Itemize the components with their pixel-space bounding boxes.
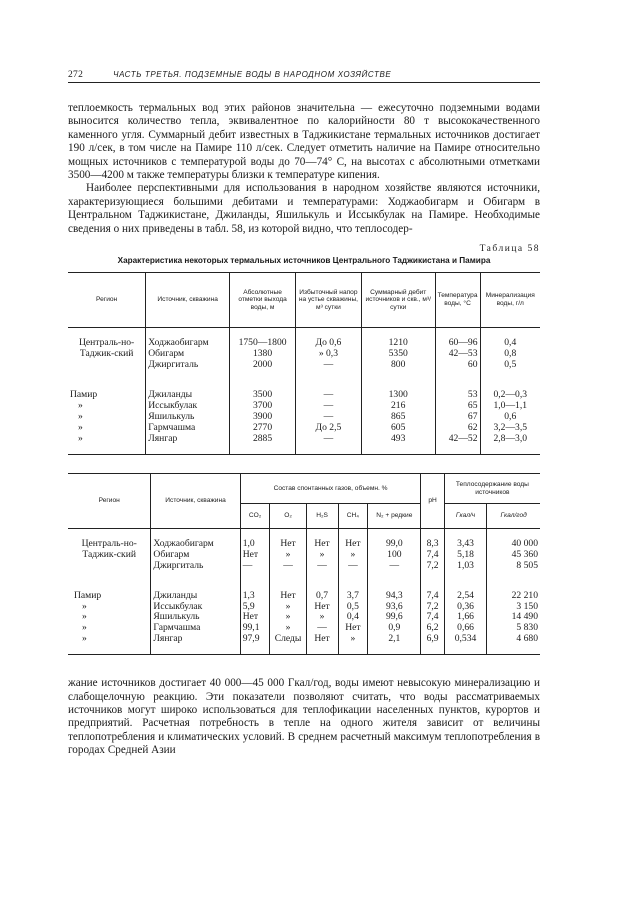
th2-ch4: CH₄: [338, 503, 368, 528]
table-2-header-top: [68, 474, 540, 504]
ph-cell: 8,3 7,4 7,2: [421, 529, 444, 581]
ph-cell: 7,4 7,2 7,4 6,2 6,9: [421, 581, 444, 654]
page-header: [68, 70, 540, 83]
table-2: [68, 473, 540, 655]
mineral-cell: 0,2—0,3 1,0—1,1 0,6 3,2—3,5 2,8—3,0: [480, 380, 540, 454]
altitude-cell: 1750—1800 1380 2000: [230, 328, 296, 381]
table-row: [68, 529, 540, 581]
th-mineral: Минерализация воды, г/л: [480, 273, 540, 328]
th2-gcal-y: Гкал/год: [487, 503, 540, 528]
paragraph-1: теплоемкость термальных вод этих районов значительна — ежесуточно подземными водами выносится количество тепла, эквивалентное по калорийности 80 т высококачественного каменного угля. Суммарный дебит известных в Таджикистане термальных источников достигает 190 л/сек, в том числе на Памире 110 л/сек. Следует отметить наличие на Памире относительно мощных источников с температурой воды до 70—74° С, на высотах с абсолютными отметками 3500—4200 м также температуры близки к температуре кипения.: [68, 102, 540, 182]
running-title: ЧАСТЬ ТРЕТЬЯ. ПОДЗЕМНЫЕ ВОДЫ В НАРОДНОМ ХОЗЯЙСТВЕ: [113, 70, 392, 79]
table-caption: Характеристика некоторых термальных источников Центрального Таджикистана и Памира: [117, 256, 491, 266]
flow-cell: 1210 5350 800: [361, 328, 435, 381]
region-cell: Памир » » » »: [70, 389, 98, 444]
th-source: Источник, скважина: [146, 273, 230, 328]
table-1: [68, 272, 540, 455]
book-page: [68, 70, 540, 758]
mineral-cell: 0,4 0,8 0,5: [480, 328, 540, 381]
co2-cell: 1,3 5,9 Нет 99,1 97,9: [240, 581, 270, 654]
n2-cell: 94,3 93,6 99,6 0,9 2,1: [368, 581, 421, 654]
flow-cell: 1300 216 865 605 493: [361, 380, 435, 454]
co2-cell: 1,0 Нет —: [240, 529, 270, 581]
pressure-cell: До 0,6 » 0,3 —: [296, 328, 362, 381]
th-temp: Температура воды, °С: [435, 273, 480, 328]
table-row: [68, 380, 540, 454]
gcal-h-cell: 2,54 0,36 1,66 0,66 0,534: [444, 581, 487, 654]
temp-cell: 53 65 67 62 42—52: [435, 380, 480, 454]
altitude-cell: 3500 3700 3900 2770 2885: [230, 380, 296, 454]
th2-source: Источник, скважина: [151, 474, 240, 529]
paragraph-3: жание источников достигает 40 000—45 000 Гкал/год, воды имеют невысокую минерализацию и слабощелочную реакцию. Эти показатели позволяют считать, что воды рассматриваемых источников могут широко использоваться для теплофикации населенных пунктов, курортов и предприятий. Расчетная потребность в тепле на одного жителя зависит от величины теплопотребления и климатических условий. В среднем расчетный максимум теплопотребления в городах Средней Азии: [68, 677, 540, 757]
gcal-h-cell: 3,43 5,18 1,03: [444, 529, 487, 581]
source-cell: Ходжаобигарм Обигарм Джиргиталь: [146, 328, 230, 381]
source-cell: Джиланды Иссыкбулак Яшилькуль Гармчашма Лянгар: [146, 380, 230, 454]
table-row: [68, 581, 540, 654]
temp-cell: 60—96 42—53 60: [435, 328, 480, 381]
th-altitude: Абсолютные отметки выхода воды, м: [230, 273, 296, 328]
h2s-cell: 0,7 Нет » — Нет: [306, 581, 338, 654]
paragraph-2: Наиболее перспективными для использования в народном хозяйстве являются источники, характеризующиеся большими дебитами и температурами: Ходжаобигарм и Обигарм в Центральном Таджикистане, Джиланды, Яшилькуль и Иссыкбулак на Памире. Необходимые сведения о них приведены в табл. 58, из которой видно, что теплосодер-: [68, 182, 540, 235]
ch4-cell: 3,7 0,5 0,4 Нет »: [338, 581, 368, 654]
ch4-cell: Нет » —: [338, 529, 368, 581]
table-label: Таблица 58: [479, 244, 540, 255]
region-cell: Централь-но-Таджик-ский: [78, 337, 135, 359]
th-region: Регион: [68, 273, 146, 328]
th2-gcal-h: Гкал/ч: [444, 503, 487, 528]
th-flow: Суммарный дебит источников и скв., м³/сутки: [361, 273, 435, 328]
page-number: 272: [68, 70, 84, 80]
table-row: [68, 328, 540, 381]
o2-cell: Нет » —: [270, 529, 306, 581]
region-cell: Централь-но-Таджик-ский: [81, 538, 137, 561]
h2s-cell: Нет » —: [306, 529, 338, 581]
th2-o2: O₂: [270, 503, 306, 528]
o2-cell: Нет » » » Следы: [270, 581, 306, 654]
th-pressure: Избыточный напор на устье скважины, м³ сутки: [296, 273, 362, 328]
th2-h2s: H₂S: [306, 503, 338, 528]
th2-n2: N₂ + редкие: [368, 503, 421, 528]
source-cell: Джиланды Иссыкбулак Яшилькуль Гармчашма Лянгар: [151, 581, 240, 654]
th2-heat-group: Теплосодержание воды источников: [444, 474, 540, 504]
n2-cell: 99,0 100 —: [368, 529, 421, 581]
region-cell: Памир » » » »: [74, 590, 102, 644]
gcal-y-cell: 40 000 45 360 8 505: [487, 529, 540, 581]
th2-region: Регион: [68, 474, 151, 529]
th2-gas-group: Состав спонтанных газов, объемн. %: [240, 474, 421, 504]
th2-ph: pH: [421, 474, 444, 529]
pressure-cell: — — — До 2,5 —: [296, 380, 362, 454]
table-1-header: [68, 273, 540, 328]
source-cell: Ходжаобигарм Обигарм Джиргиталь: [151, 529, 240, 581]
th2-co2: CO₂: [240, 503, 270, 528]
gcal-y-cell: 22 210 3 150 14 490 5 830 4 680: [487, 581, 540, 654]
